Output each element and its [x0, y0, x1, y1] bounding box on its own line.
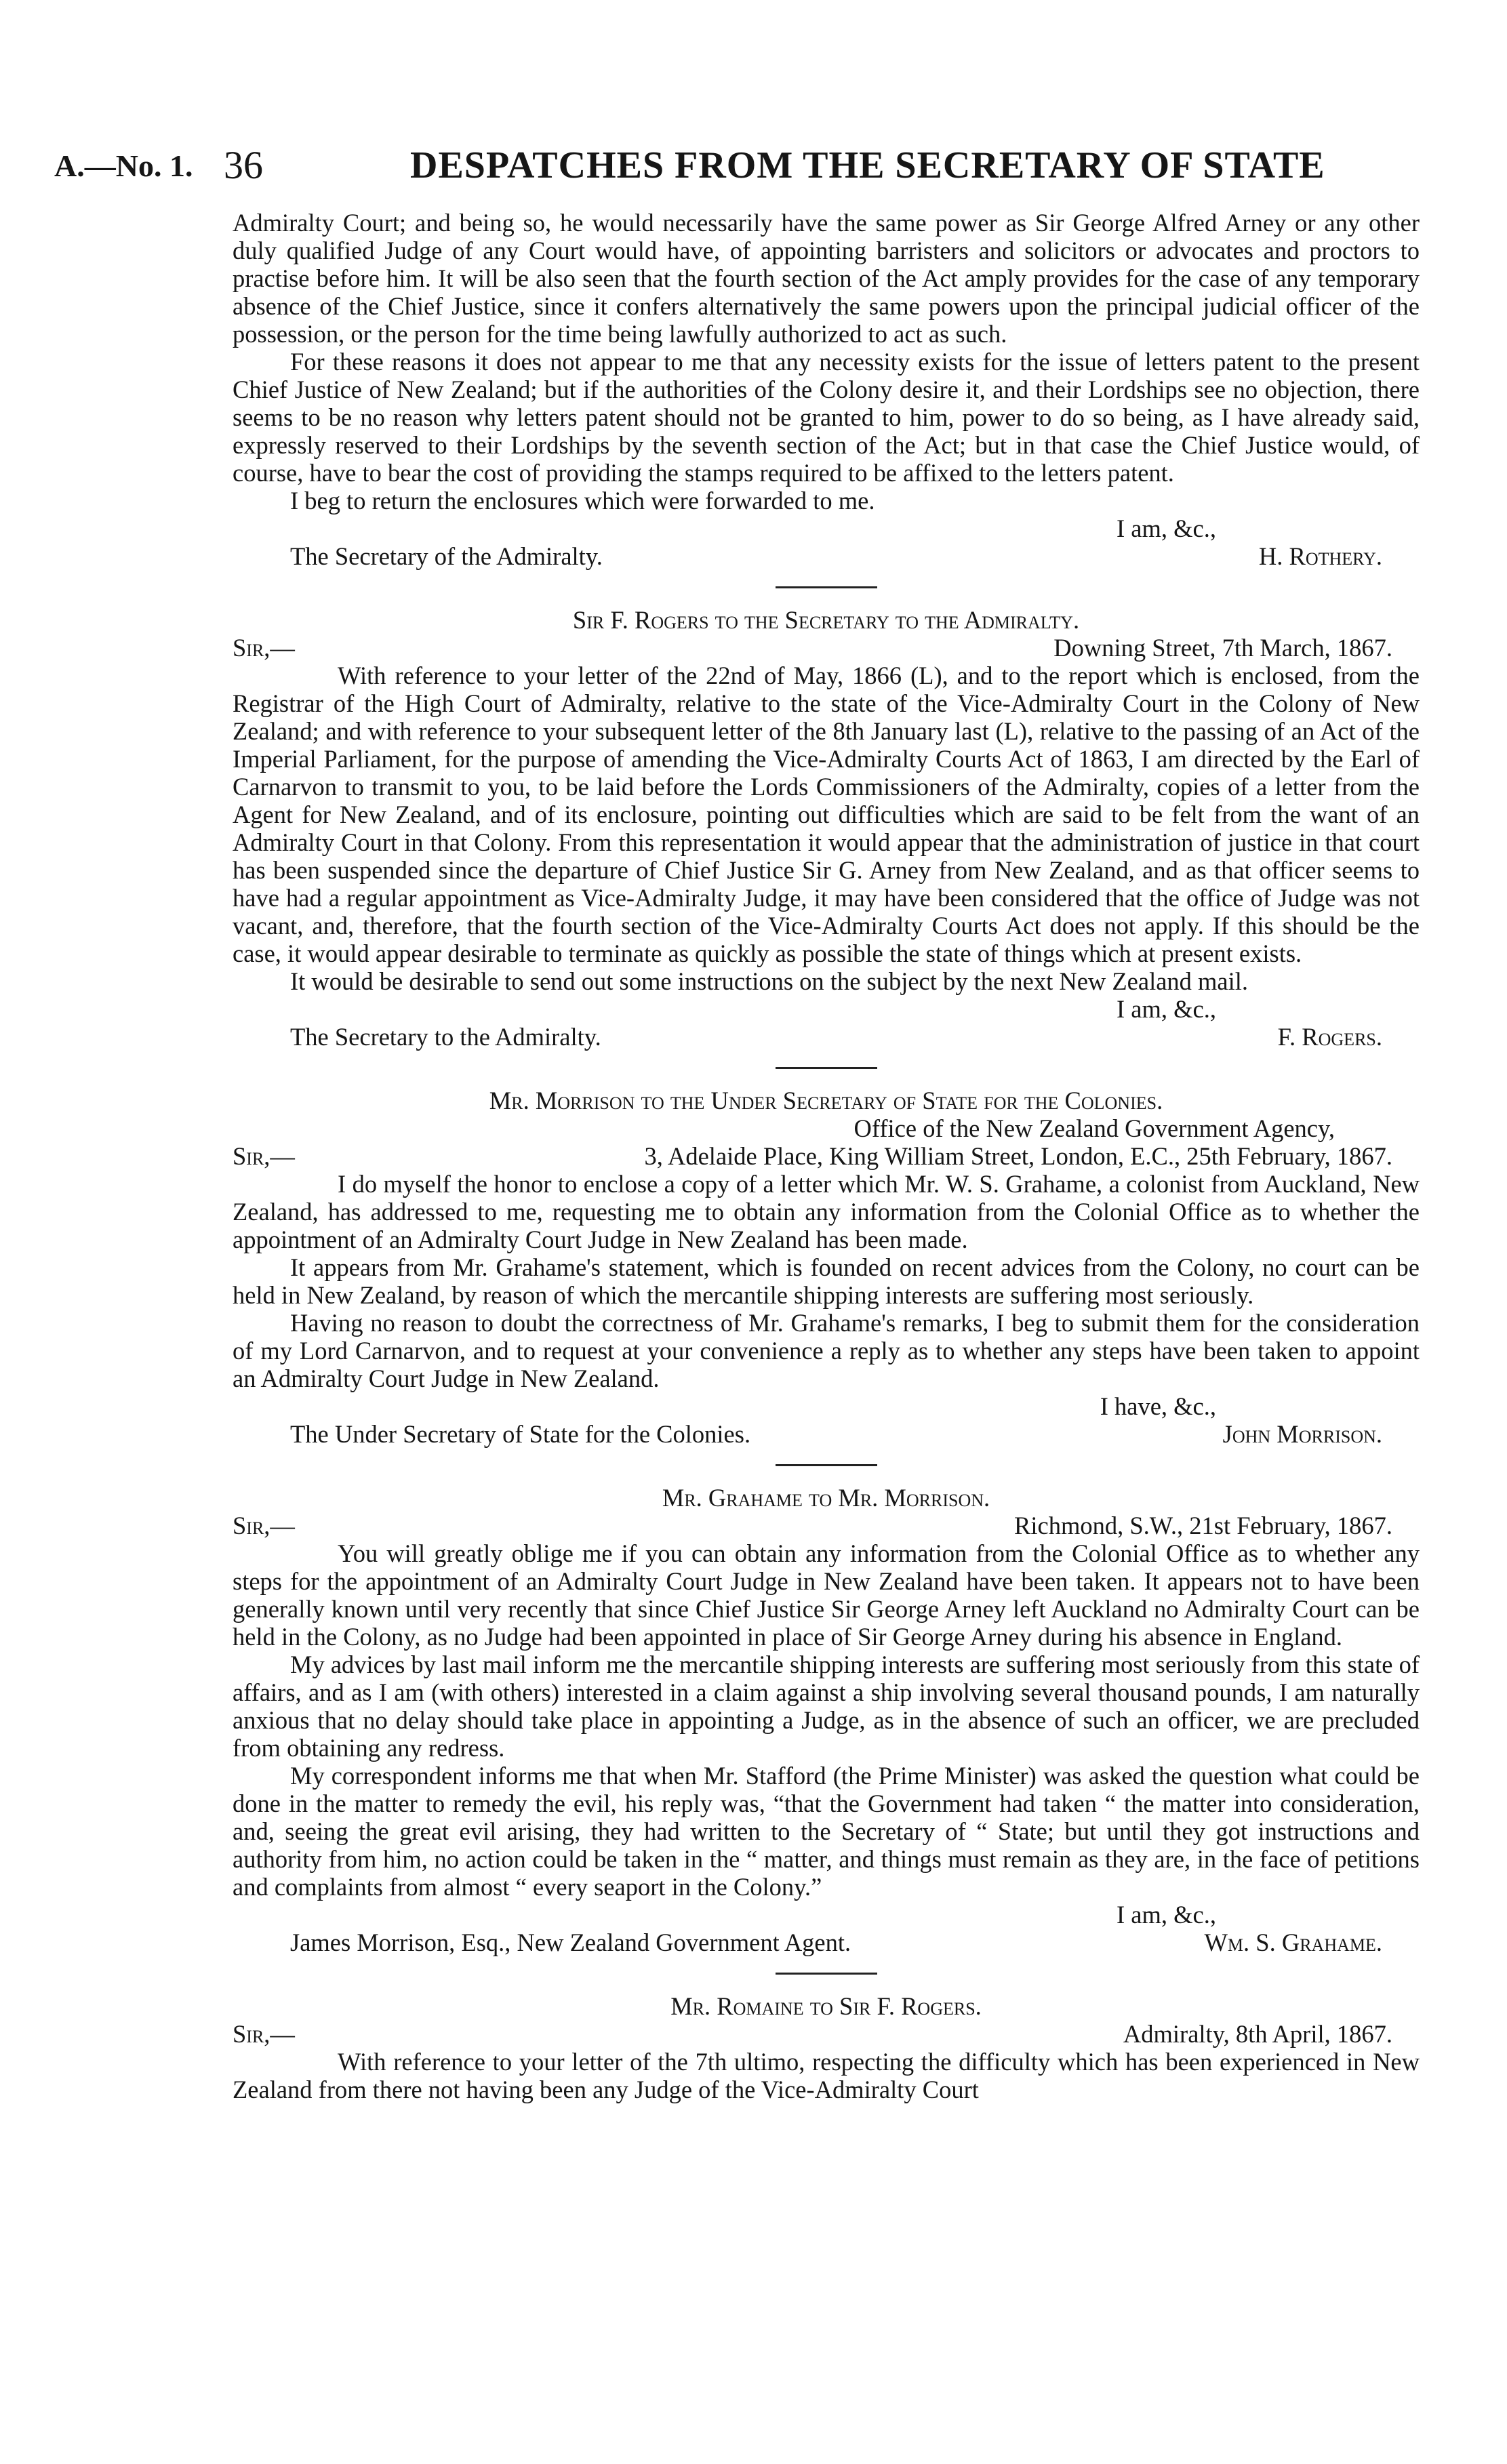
body-column — [233, 209, 1420, 2103]
salutation-line — [233, 634, 1420, 662]
paragraph: It would be desirable to send out some instructions on the subject by the next New Zealand mail. — [290, 967, 1249, 995]
running-title: DESPATCHES FROM THE SECRETARY OF STATE — [410, 144, 1325, 186]
separator-rule — [776, 1973, 877, 1975]
addressee: The Secretary of the Admiralty. — [290, 542, 603, 570]
salutation-line — [233, 1512, 1420, 1539]
paragraph: I beg to return the enclosures which were forwarded to me. — [290, 487, 875, 514]
place-date: Downing Street, 7th March, 1867. — [1053, 634, 1392, 662]
addressee: The Secretary to the Admiralty. — [290, 1023, 601, 1051]
salutation: Sir,— — [233, 634, 295, 662]
letter-romaine — [233, 1992, 1420, 2103]
closing: I am, &c., — [1117, 995, 1216, 1023]
separator-rule — [776, 586, 877, 588]
signature-block — [233, 995, 1420, 1051]
letter-heading: Mr. Morrison to the Under Secretary of State for the Colonies. — [489, 1087, 1163, 1114]
salutation-line — [233, 2020, 1420, 2048]
page-header — [54, 142, 1410, 197]
signer: John Morrison. — [1222, 1420, 1382, 1448]
signature-block — [233, 514, 1420, 570]
addressee: The Under Secretary of State for the Colonies. — [290, 1420, 751, 1448]
place-line — [233, 1114, 1420, 1142]
paragraph: I do myself the honor to enclose a copy of a letter which Mr. W. S. Grahame, a colonist from Auckland, New Zealand, has addressed to me, requesting me to obtain any information from the Colonial Office as to whether the appointment of an Admiralty Court Judge in New Zealand has been made. — [233, 1170, 1420, 1253]
signer: F. Rogers. — [1277, 1023, 1382, 1051]
signer: H. Rothery. — [1258, 542, 1382, 570]
paragraph: With reference to your letter of the 22nd of May, 1866 (L), and to the report which is enclosed, from the Registrar of the High Court of Admiralty, relative to the state of the Vice-Admiralty Court in the Colony of New Zealand; and with reference to your subsequent letter of the 8th January last (L), relative to the passing of an Act of the Imperial Parliament, for the purpose of amending the Vice-Admiralty Courts Act of 1863, I am directed by the Earl of Carnarvon to transmit to you, to be laid before the Lords Commissioners of the Admiralty, copies of a letter from the Agent for New Zealand, and of its enclosure, pointing out difficulties which are said to be felt from the want of an Admiralty Court in that Colony. From this representation it would appear that the administration of justice in that court has been suspended since the departure of Chief Justice Sir G. Arney from New Zealand, and as that officer seems to have had a regular appointment as Vice-Admiralty Judge, it may have been considered that the office of Judge was not vacant, and, therefore, that the fourth section of the Vice-Admiralty Courts Act does not apply. If this should be the case, it would appear desirable to terminate as quickly as possible the state of things which at present exists. — [233, 662, 1420, 967]
place-date: Admiralty, 8th April, 1867. — [1123, 2020, 1392, 2048]
closing: I have, &c., — [1100, 1392, 1216, 1420]
signer: Wm. S. Grahame. — [1204, 1928, 1382, 1956]
paragraph: My correspondent informs me that when Mr. Stafford (the Prime Minister) was asked the question what could be done in the matter to remedy the evil, his reply was, “that the Government had taken “ the matter into consideration, and, seeing the great evil arising, they had written to the Secretary of “ State; but until they got instructions and authority from him, no action could be taken in the “ matter, and things must remain as they are, in the face of petitions and complaints from almost “ every seaport in the Colony.” — [233, 1762, 1420, 1901]
page-number: 36 — [224, 143, 263, 187]
paragraph: With reference to your letter of the 7th ultimo, respecting the difficulty which has been experienced in New Zealand from there not having been any Judge of the Vice-Admiralty Court — [233, 2048, 1420, 2103]
place-date: Richmond, S.W., 21st February, 1867. — [1014, 1512, 1392, 1539]
salutation: Sir,— — [233, 1512, 295, 1539]
closing: I am, &c., — [1117, 1901, 1216, 1928]
place-date: 3, Adelaide Place, King William Street, London, E.C., 25th February, 1867. — [644, 1142, 1392, 1170]
paragraph: You will greatly oblige me if you can obtain any information from the Colonial Office as to whether any steps for the appointment of an Admiralty Court Judge in New Zealand have been taken. It appears not to have been generally known until very recently that since Chief Justice Sir George Arney left Auckland no Admiralty Court can be held in the Colony, as no Judge had been appointed in place of Sir George Arney during his absence in England. — [233, 1539, 1420, 1651]
paragraph: My advices by last mail inform me the mercantile shipping interests are suffering most seriously from this state of affairs, and as I am (with others) interested in a claim against a ship involving several thousand pounds, I am naturally anxious that no delay should take place in appointing a Judge, as in the absence of such an officer, we are precluded from obtaining any redress. — [233, 1651, 1420, 1762]
letter-heading: Mr. Romaine to Sir F. Rogers. — [670, 1992, 982, 2020]
separator-rule — [776, 1464, 877, 1466]
paragraph: It appears from Mr. Grahame's statement, which is founded on recent advices from the Colony, no court can be held in New Zealand, by reason of which the mercantile shipping interests are suffering most seriously. — [233, 1253, 1420, 1309]
signature-block — [233, 1392, 1420, 1448]
document-reference: A.—No. 1. — [54, 148, 193, 183]
paragraph: Having no reason to doubt the correctness of Mr. Grahame's remarks, I beg to submit them for the consideration of my Lord Carnarvon, and to request at your convenience a reply as to whether any steps have been taken to appoint an Admiralty Court Judge in New Zealand. — [233, 1309, 1420, 1392]
salutation: Sir,— — [233, 2020, 295, 2048]
addressee: James Morrison, Esq., New Zealand Government Agent. — [290, 1928, 851, 1956]
letter-grahame — [233, 1484, 1420, 1956]
letter-rothery — [233, 209, 1420, 570]
closing: I am, &c., — [1117, 514, 1216, 542]
signature-block — [233, 1901, 1420, 1956]
separator-rule — [776, 1067, 877, 1069]
paragraph: For these reasons it does not appear to me that any necessity exists for the issue of letters patent to the present Chief Justice of New Zealand; but if the authorities of the Colony desire it, and their Lordships see no objection, there seems to be no reason why letters patent should not be granted to him, power to do so being, as I have already said, expressly reserved to their Lordships by the seventh section of the Act; but in that case the Chief Justice would, of course, have to bear the cost of providing the stamps required to be affixed to the letters patent. — [233, 348, 1420, 487]
salutation-line — [233, 1142, 1420, 1170]
letter-morrison — [233, 1087, 1420, 1448]
letter-heading: Sir F. Rogers to the Secretary to the Admiralty. — [572, 606, 1080, 634]
letter-heading: Mr. Grahame to Mr. Morrison. — [662, 1484, 990, 1512]
letter-rogers-to-admiralty — [233, 606, 1420, 1051]
paragraph: Admiralty Court; and being so, he would necessarily have the same power as Sir George Alfred Arney or any other duly qualified Judge of any Court would have, of appointing barristers and solicitors or advocates and proctors to practise before him. It will be also seen that the fourth section of the Act amply provides for the case of any temporary absence of the Chief Justice, since it confers alternatively the same powers upon the principal judicial officer of the possession, or the person for the time being lawfully authorized to act as such. — [233, 209, 1420, 348]
office-address: Office of the New Zealand Government Agency, — [853, 1114, 1335, 1142]
salutation: Sir,— — [233, 1142, 295, 1170]
